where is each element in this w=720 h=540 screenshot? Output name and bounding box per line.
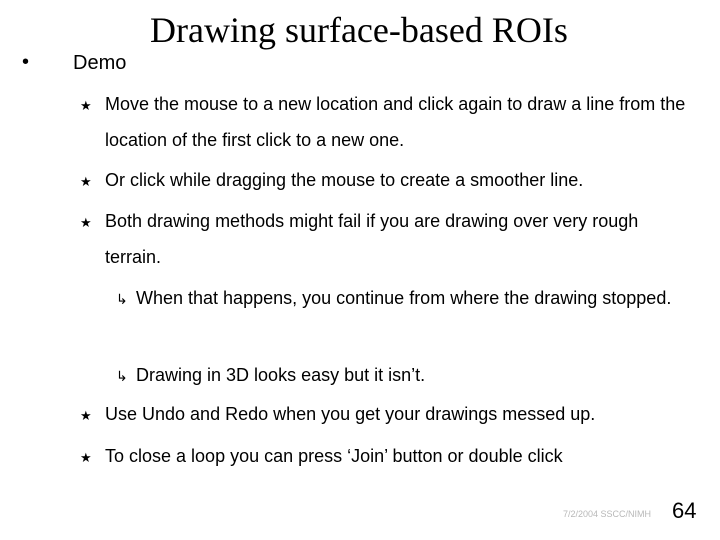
- item-text: Use Undo and Redo when you get your drawings messed up.: [105, 404, 596, 424]
- item-text: Or click while dragging the mouse to create a smoother line.: [105, 170, 584, 190]
- list-item: [80, 162, 695, 198]
- list-item: [80, 396, 695, 432]
- bullet-demo: Demo: [73, 52, 127, 74]
- bullet-dot: •: [22, 51, 30, 73]
- item-text: When that happens, you continue from where the drawing stopped.: [136, 288, 672, 308]
- list-item: [116, 357, 696, 393]
- list-item: [80, 203, 695, 275]
- list-item: [80, 438, 695, 474]
- arrow-bullet-icon: ↳: [116, 291, 128, 307]
- item-text: Move the mouse to a new location and click again to draw a line from the location of the first click to a new one.: [105, 94, 686, 150]
- star-bullet-icon: ★: [80, 174, 92, 189]
- item-text: Drawing in 3D looks easy but it isn’t.: [136, 365, 426, 385]
- star-bullet-icon: ★: [80, 450, 92, 465]
- item-text: Both drawing methods might fail if you are drawing over very rough terrain.: [105, 211, 639, 267]
- slide-title: Drawing surface-based ROIs: [150, 10, 568, 50]
- list-item: [116, 280, 696, 316]
- arrow-bullet-icon: ↳: [116, 368, 128, 384]
- star-bullet-icon: ★: [80, 98, 92, 113]
- star-bullet-icon: ★: [80, 408, 92, 423]
- item-text: To close a loop you can press ‘Join’ button or double click: [105, 446, 563, 466]
- list-item: [80, 86, 695, 158]
- star-bullet-icon: ★: [80, 215, 92, 230]
- page-number: 64: [672, 498, 697, 523]
- footer-date: 7/2/2004 SSCC/NIMH: [563, 509, 652, 519]
